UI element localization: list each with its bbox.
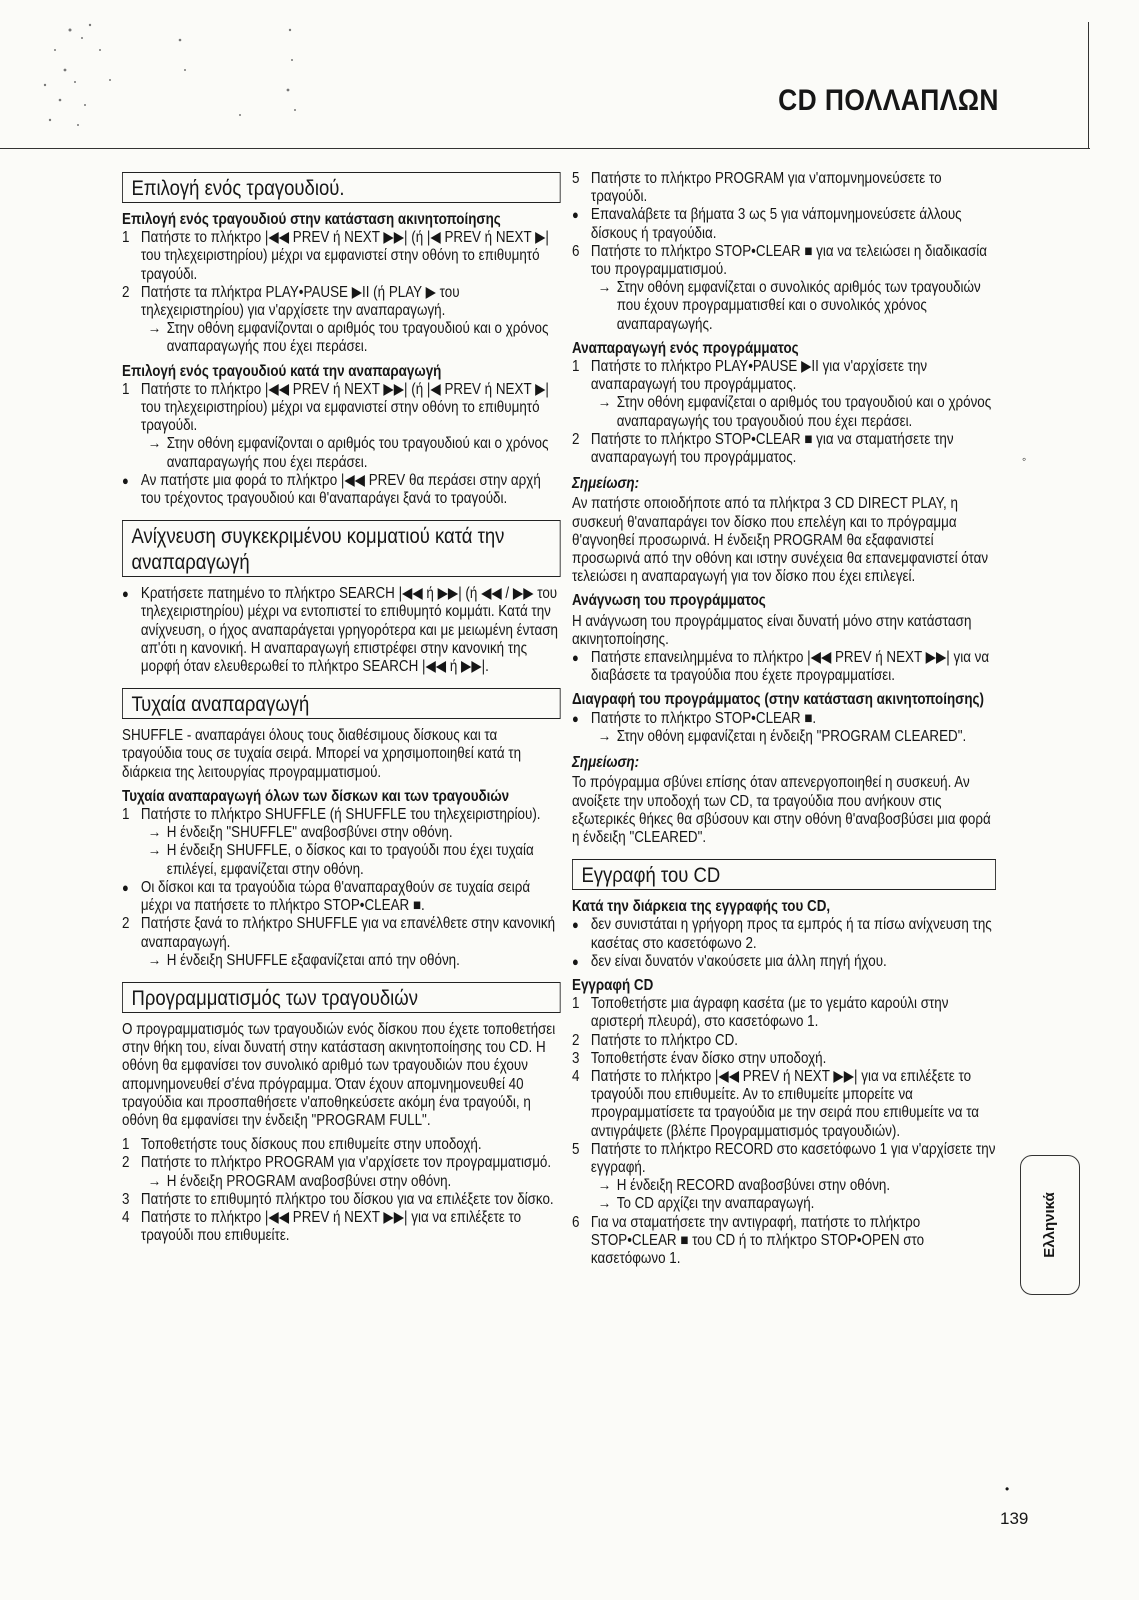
list-item	[122, 229, 561, 284]
list-item	[122, 381, 561, 436]
bullet-icon: ●	[572, 917, 579, 933]
subheading: Τυχαία αναπαραγωγή όλων των δίσκων και των τραγουδιών	[122, 787, 510, 805]
item-text: δεν είναι δυνατόν ν'ακούσετε μια άλλη πηγή ήχου.	[590, 952, 887, 970]
bullet-item	[122, 585, 561, 676]
item-number: 6	[572, 1213, 580, 1231]
result-line	[122, 842, 561, 878]
bullet-item	[572, 916, 996, 952]
result-line	[122, 435, 561, 471]
item-text: Πατήστε το πλήκτρο |◀◀ PREV ή NEXT ▶▶| (ή |◀ PREV ή NEXT ▶| του τηλεχειριστηρίου) μέχρι να εμφανιστεί στην οθόνη το επιθυμητό τραγούδι.	[140, 380, 549, 435]
bullet-icon: ●	[572, 953, 579, 969]
item-number: 3	[122, 1190, 130, 1208]
note-text: Αν πατήστε οποιοδήποτε από τα πλήκτρα 3 CD DIRECT PLAY, η συσκευή θ'αναπαράγει τον δίσκο που επελέγη και το πρόγραμμα θ'αγνοηθεί προσωρινά. Η ένδειξη PROGRAM θα εξαφανιστεί προσωρινά από την οθόνη και ιστην συνέχεια θα επανεμφανιστεί όταν τελειώσει η αναπαραγωγή για τον δίσκο που έχει επιλεγεί.	[572, 495, 989, 586]
result-text: Στην οθόνη εμφανίζονται ο αριθμός του τραγουδιού και ο χρόνος αναπαραγωγής που έχει περάσει.	[166, 435, 549, 471]
result-line	[122, 1173, 561, 1191]
bullet-item	[572, 710, 996, 728]
result-text: Το CD αρχίζει την αναπαραγωγή.	[616, 1195, 815, 1213]
item-number: 1	[122, 1136, 130, 1154]
item-number: 2	[122, 283, 130, 301]
item-text: Αν πατήστε μια φορά το πλήκτρο |◀◀ PREV θα περάσει στην αρχή του τρέχοντος τραγουδιού και θ'αναπαράγει ξανά το τραγούδι.	[140, 471, 541, 508]
language-tab	[1020, 1155, 1080, 1295]
list-item	[572, 995, 996, 1031]
section-title-record: Εγγραφή του CD	[572, 859, 996, 890]
bullet-icon: ●	[122, 472, 129, 488]
right-column	[572, 170, 996, 1268]
result-text: Στην οθόνη εμφανίζεται η ένδειξη "PROGRAM CLEARED".	[616, 727, 967, 745]
note-text: Το πρόγραμμα σβύνει επίσης όταν απενεργοποιηθεί η συσκευή. Αν ανοίξετε την υποδοχή των CD, τα τραγούδια που ανήκουν στις εξωτερικές θήκες θα σβύσουν και στην οθόνη θ'αναβοσβύσει μια φορά η ένδειξη "CLEARED".	[572, 774, 991, 846]
note-label: Σημείωση:	[572, 754, 640, 772]
item-number: 2	[122, 915, 130, 933]
bullet-icon: ●	[572, 650, 579, 666]
item-text: Τοποθετήστε τους δίσκους που επιθυμείτε στην υποδοχή.	[140, 1136, 482, 1154]
section-title-select-track: Επιλογή ενός τραγουδιού.	[122, 172, 561, 203]
item-number: 2	[122, 1154, 130, 1172]
list-item	[122, 1136, 561, 1154]
margin-dot: •	[1005, 1482, 1010, 1496]
arrow-icon: →	[147, 435, 162, 453]
item-text: Πατήστε το πλήκτρο |◀◀ PREV ή NEXT ▶▶| (ή |◀ PREV ή NEXT ▶| του τηλεχειριστηρίου) μέχρι να εμφανιστεί στην οθόνη το επιθυμητό τραγούδι.	[140, 229, 549, 283]
item-text: Κρατήσετε πατημένο το πλήκτρο SEARCH |◀◀ ή ▶▶| (ή ◀◀ / ▶▶ του τηλεχειριστηρίου) μέχρι να εντοπιστεί το επιθυμητό κομμάτι. Κατά την ανίχνευση, ο ήχος αναπαράγεται γρηγορότερα και με μειωμένη ένταση απ'ότι η κανονική. Η αναπαραγωγή επιστρέφει στην κανονική της μορφή όταν ελευθερωθεί το πλήκτρο SEARCH |◀◀ ή ▶▶|.	[140, 585, 558, 676]
item-number: 4	[572, 1067, 580, 1085]
item-number: 1	[572, 358, 580, 376]
subheading: Επιλογή ενός τραγουδιού στην κατάσταση ακινητοποίησης	[122, 211, 501, 228]
list-item	[572, 243, 996, 279]
list-item	[122, 284, 561, 320]
paragraph: SHUFFLE - αναπαράγει όλους τους διαθέσιμους δίσκους και τα τραγούδια τους σε τυχαία σειρά. Μπορεί να χρησιμοποιηθεί κατά τη διάρκεια της λειτουργίας προγραμματισμού.	[122, 727, 522, 781]
result-line	[572, 1177, 996, 1195]
bullet-icon: ●	[572, 207, 579, 223]
list-item	[122, 915, 561, 951]
result-line	[122, 320, 561, 356]
result-line	[572, 279, 996, 334]
list-item	[122, 806, 561, 824]
arrow-icon: →	[147, 951, 162, 969]
result-line	[122, 952, 561, 970]
result-line	[572, 728, 996, 746]
item-text: Πατήστε ξανά το πλήκτρο SHUFFLE για να επανέλθετε στην κανονική αναπαραγωγή.	[140, 915, 556, 951]
item-text: Τοποθετήστε μια άγραφη κασέτα (με το γεμάτο καρούλι στην αριστερή πλευρά), στο κασετόφωνο 1.	[590, 995, 949, 1031]
list-item	[572, 1214, 996, 1269]
list-item	[572, 170, 996, 206]
paragraph: Ο προγραμματισμός των τραγουδιών ενός δίσκου που έχετε τοποθετήσει στην θήκη του, είναι δυνατή στην κατάσταση ακινητοποίησης του CD. Η οθόνη θα εμφανίσει τον συνολικό αριθμό των τραγουδιών που έχουν απομνημονευθεί σ'ένα πρόγραμμα. Όταν έχουν απομνημονευθεί 40 τραγούδια και προσπαθήσετε ν'αποθηκεύσετε ακόμη ένα τραγούδι, η οθόνη θα εμφανίσει την ένδειξη "PROGRAM FULL".	[122, 1020, 556, 1129]
item-text: δεν συνιστάται η γρήγορη προς τα εμπρός ή τα πίσω ανίχνευση της κασέτας στο κασετόφωνο 2.	[590, 916, 992, 952]
result-text: Η ένδειξη "SHUFFLE" αναβοσβύνει στην οθόνη.	[166, 824, 453, 842]
paragraph: Η ανάγνωση του προγράμματος είναι δυνατή μόνο στην κατάσταση ακινητοποίησης.	[572, 612, 972, 648]
bullet-item	[572, 953, 996, 971]
result-line	[572, 1195, 996, 1213]
result-text: Στην οθόνη εμφανίζεται ο συνολικός αριθμός των τραγουδιών που έχουν προγραμματισθεί και ο συνολικός χρόνος αναπαραγωγής.	[616, 279, 981, 333]
scan-noise	[30, 10, 330, 140]
arrow-icon: →	[597, 727, 612, 745]
item-text: Πατήστε το πλήκτρο |◀◀ PREV ή NEXT ▶▶| για να επιλέξετε το τραγούδι που επιθυμείτε. Αν το επιθυμείτε μπορείτε να προγραμματίσετε τα τραγούδια με την σειρά που επιθυμείτε να τα αντιγράψετε (βλέπε Προγραμματισμός τραγουδιών).	[590, 1067, 980, 1140]
item-number: 3	[572, 1049, 580, 1067]
result-text: Η ένδειξη SHUFFLE εξαφανίζεται από την οθόνη.	[166, 951, 460, 969]
result-text: Η ένδειξη SHUFFLE, ο δίσκος και το τραγούδι που έχει τυχαία επιλέγεί, εμφανίζεται στην οθόνη.	[166, 842, 534, 878]
margin-dot: ◦	[1022, 452, 1027, 466]
item-text: Πατήστε το πλήκτρο STOP•CLEAR ■ για να σταματήσετε την αναπαραγωγή του προγράμματος.	[590, 430, 954, 467]
header-right-border	[1088, 22, 1089, 149]
result-text: Η ένδειξη RECORD αναβοσβύνει στην οθόνη.	[616, 1177, 891, 1195]
item-number: 1	[122, 380, 130, 398]
list-item	[122, 1154, 561, 1172]
header-rule	[0, 148, 1090, 149]
item-text: Πατήστε επανειλημμένα το πλήκτρο |◀◀ PREV ή NEXT ▶▶| για να διαβάσετε τα τραγούδια που έχετε προγραμματίσει.	[590, 649, 990, 685]
subheading: Διαγραφή του προγράμματος (στην κατάσταση ακινητοποίησης)	[572, 691, 984, 709]
item-text: Πατήστε το πλήκτρο PROGRAM για ν'απομνημονεύσετε το τραγούδι.	[590, 170, 942, 206]
note-label: Σημείωση:	[572, 475, 640, 493]
item-number: 1	[572, 995, 580, 1013]
list-item	[572, 1050, 996, 1068]
item-text: Πατήστε το πλήκτρο SHUFFLE (ή SHUFFLE του τηλεχειριστηρίου).	[140, 806, 541, 824]
arrow-icon: →	[147, 842, 162, 860]
item-text: Πατήστε το πλήκτρο |◀◀ PREV ή NEXT ▶▶| για να επιλέξετε το τραγούδι που επιθυμείτε.	[140, 1208, 522, 1245]
result-text: Η ένδειξη PROGRAM αναβοσβύνει στην οθόνη.	[166, 1172, 452, 1190]
list-item	[572, 358, 996, 394]
bullet-icon: ●	[572, 710, 579, 726]
item-number: 2	[572, 430, 580, 448]
section-title-program: Προγραμματισμός των τραγουδιών	[122, 982, 561, 1013]
item-text: Πατήστε τα πλήκτρα PLAY•PAUSE ▶II (ή PLAY ▶ του τηλεχειριστηρίου) για ν'αρχίσετε την αναπαραγωγή.	[140, 283, 460, 320]
bullet-icon: ●	[122, 879, 129, 895]
item-text: Πατήστε το πλήκτρο PLAY•PAUSE ▶II για ν'αρχίσετε την αναπαραγωγή του προγράμματος.	[590, 358, 928, 394]
bullet-item	[572, 649, 996, 685]
subheading: Κατά την διάρκεια της εγγραφής του CD,	[572, 898, 831, 916]
item-number: 5	[572, 1140, 580, 1158]
subheading: Εγγραφή CD	[572, 976, 654, 994]
item-text: Για να σταματήσετε την αντιγραφή, πατήστε το πλήκτρο STOP•CLEAR ■ του CD ή το πλήκτρο STOP•OPEN στο κασετόφωνο 1.	[590, 1213, 925, 1267]
arrow-icon: →	[597, 394, 612, 412]
list-item	[122, 1209, 561, 1245]
result-line	[572, 394, 996, 430]
item-text: Τοποθετήστε έναν δίσκο στην υποδοχή.	[590, 1049, 827, 1067]
arrow-icon: →	[597, 279, 612, 297]
page-number: 139	[1000, 1509, 1029, 1528]
item-number: 1	[122, 806, 130, 824]
section-title-shuffle: Τυχαία αναπαραγωγή	[122, 688, 561, 719]
list-item	[572, 1032, 996, 1050]
left-column	[122, 170, 561, 1245]
list-item	[572, 431, 996, 467]
result-text: Στην οθόνη εμφανίζεται ο αριθμός του τραγουδιού και ο χρόνος αναπαραγωγής του τραγουδιού που έχει περάσει.	[616, 394, 992, 430]
list-item	[122, 1191, 561, 1209]
arrow-icon: →	[597, 1195, 612, 1213]
item-text: Επαναλάβετε τα βήματα 3 ως 5 για νάπομνημονεύσετε άλλους δίσκους ή τραγούδια.	[590, 206, 962, 242]
bullet-item	[572, 206, 996, 242]
list-item	[572, 1141, 996, 1177]
item-text: Πατήστε το πλήκτρο RECORD στο κασετόφωνο 1 για ν'αρχίσετε την εγγραφή.	[590, 1140, 996, 1176]
item-number: 5	[572, 170, 580, 187]
item-text: Πατήστε το πλήκτρο CD.	[590, 1031, 739, 1049]
list-item	[572, 1068, 996, 1141]
subheading: Ανάγνωση του προγράμματος	[572, 592, 766, 610]
result-text: Στην οθόνη εμφανίζονται ο αριθμός του τραγουδιού και ο χρόνος αναπαραγωγής που έχει περάσει.	[166, 320, 549, 356]
item-text: Πατήστε το επιθυμητό πλήκτρο του δίσκου για να επιλέξετε τον δίσκο.	[140, 1190, 554, 1208]
item-text: Πατήστε το πλήκτρο STOP•CLEAR ■ για να τελειώσει η διαδικασία του προγραμματισμού.	[590, 242, 988, 279]
subheading: Επιλογή ενός τραγουδιού κατά την αναπαραγωγή	[122, 362, 442, 380]
section-title-search: Ανίχνευση συγκεκριμένου κομματιού κατά την αναπαραγωγή	[122, 520, 561, 577]
arrow-icon: →	[147, 320, 162, 338]
arrow-icon: →	[597, 1177, 612, 1195]
subheading: Αναπαραγωγή ενός προγράμματος	[572, 339, 799, 357]
arrow-icon: →	[147, 824, 162, 842]
item-text: Πατήστε το πλήκτρο PROGRAM για ν'αρχίσετε τον προγραμματισμό.	[140, 1154, 552, 1172]
item-text: Πατήστε το πλήκτρο STOP•CLEAR ■.	[590, 709, 817, 727]
language-tab-label: Ελληνικά	[1040, 1192, 1058, 1258]
bullet-item	[122, 472, 561, 508]
item-number: 6	[572, 242, 580, 260]
result-line	[122, 824, 561, 842]
bullet-icon: ●	[122, 586, 129, 602]
arrow-icon: →	[147, 1172, 162, 1190]
bullet-item	[122, 879, 561, 915]
item-number: 1	[122, 229, 130, 247]
item-text: Οι δίσκοι και τα τραγούδια τώρα θ'αναπαραχθούν σε τυχαία σειρά μέχρι να πατήσετε το πλήκτρο STOP•CLEAR ■.	[140, 878, 531, 915]
page-title: CD ΠΟΛΛΑΠΛΩΝ	[778, 84, 999, 117]
item-number: 4	[122, 1208, 130, 1226]
item-number: 2	[572, 1031, 580, 1049]
